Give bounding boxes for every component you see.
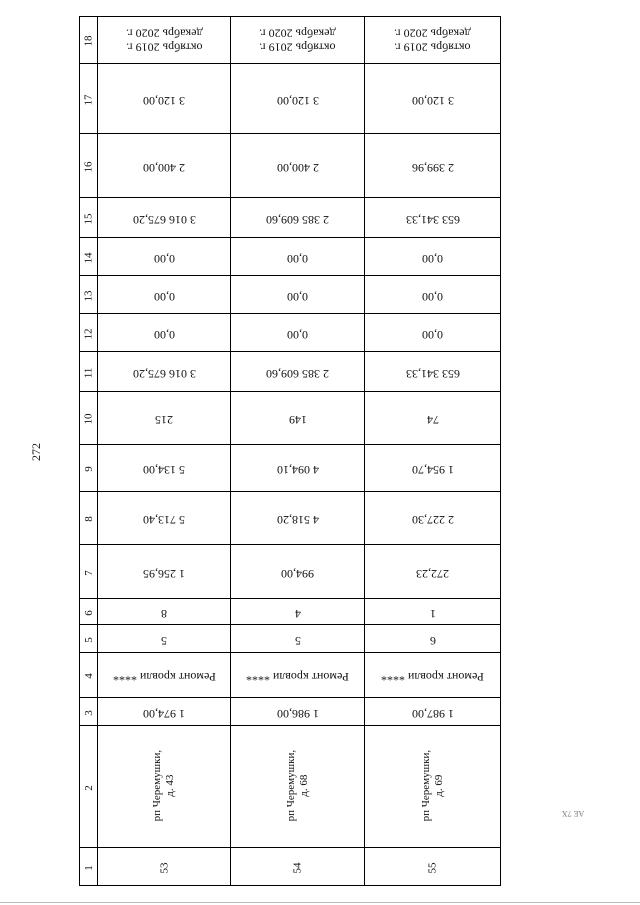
header-cell: 8 [80, 492, 98, 545]
header-cell: 18 [80, 17, 98, 64]
table-row-8 [80, 492, 501, 545]
value-cell: 2 400,00 [98, 134, 231, 198]
header-cell: 12 [80, 314, 98, 352]
period-cell: октябрь 2019 г. декабрь 2020 г. [365, 17, 501, 64]
header-cell: 17 [80, 64, 98, 134]
table-row-14 [80, 238, 501, 276]
value-cell: 0,00 [365, 276, 501, 314]
period-cell: октябрь 2019 г. декабрь 2020 г. [231, 17, 365, 64]
header-cell: 9 [80, 445, 98, 492]
value-cell: 5 [98, 625, 231, 653]
value-cell: 1 987,00 [365, 698, 501, 726]
value-cell: 149 [231, 392, 365, 445]
value-cell: 0,00 [98, 314, 231, 352]
row-number-cell: 55 [365, 848, 501, 886]
row-number-cell: 54 [231, 848, 365, 886]
table-row-17 [80, 64, 501, 134]
table-row-5 [80, 625, 501, 653]
page-edge-line [0, 902, 640, 903]
address-cell: рп Черемушки, д. 69 [365, 726, 501, 848]
table-row-13 [80, 276, 501, 314]
work-type-cell: Ремонт кровли **** [231, 653, 365, 698]
table-row-16 [80, 134, 501, 198]
header-cell: 16 [80, 134, 98, 198]
header-cell: 15 [80, 198, 98, 238]
value-cell: 3 016 675,20 [98, 352, 231, 392]
value-cell: 0,00 [231, 276, 365, 314]
row-number-cell: 53 [98, 848, 231, 886]
table-row-7 [80, 545, 501, 599]
value-cell: 272,23 [365, 545, 501, 599]
table-row-10 [80, 392, 501, 445]
value-cell: 215 [98, 392, 231, 445]
value-cell: 1 986,00 [231, 698, 365, 726]
header-cell: 4 [80, 653, 98, 698]
value-cell: 5 [231, 625, 365, 653]
value-cell: 1 954,70 [365, 445, 501, 492]
table-row-4 [80, 653, 501, 698]
table-row-9 [80, 445, 501, 492]
header-cell: 11 [80, 352, 98, 392]
value-cell: 3 016 675,20 [98, 198, 231, 238]
table-row-11 [80, 352, 501, 392]
address-cell: рп Черемушки, д. 43 [98, 726, 231, 848]
header-cell: 3 [80, 698, 98, 726]
value-cell: 2 400,00 [231, 134, 365, 198]
value-cell: 2 385 609,60 [231, 198, 365, 238]
value-cell: 4 518,20 [231, 492, 365, 545]
table-row-6 [80, 599, 501, 625]
value-cell: 0,00 [231, 238, 365, 276]
work-type-cell: Ремонт кровли **** [98, 653, 231, 698]
value-cell: 2 227,30 [365, 492, 501, 545]
value-cell: 1 974,00 [98, 698, 231, 726]
address-cell: рп Черемушки, д. 68 [231, 726, 365, 848]
header-cell: 14 [80, 238, 98, 276]
value-cell: 994,00 [231, 545, 365, 599]
value-cell: 2 399,96 [365, 134, 501, 198]
table-row-1 [80, 848, 501, 886]
value-cell: 74 [365, 392, 501, 445]
value-cell: 0,00 [98, 238, 231, 276]
value-cell: 3 120,00 [98, 64, 231, 134]
value-cell: 4 [231, 599, 365, 625]
table-row-15 [80, 198, 501, 238]
header-cell: 5 [80, 625, 98, 653]
value-cell: 0,00 [365, 314, 501, 352]
header-cell: 2 [80, 726, 98, 848]
value-cell: 8 [98, 599, 231, 625]
page-number: 272 [29, 443, 43, 461]
header-cell: 13 [80, 276, 98, 314]
value-cell: 0,00 [98, 276, 231, 314]
header-cell: 1 [80, 848, 98, 886]
rotated-table [79, 16, 497, 873]
period-cell: октябрь 2019 г. декабрь 2020 г. [98, 17, 231, 64]
value-cell: 0,00 [231, 314, 365, 352]
value-cell: 4 094,10 [231, 445, 365, 492]
table-row-2 [80, 726, 501, 848]
value-cell: 6 [365, 625, 501, 653]
value-cell: 653 341,33 [365, 352, 501, 392]
value-cell: 653 341,33 [365, 198, 501, 238]
header-cell: 7 [80, 545, 98, 599]
value-cell: 3 120,00 [231, 64, 365, 134]
work-type-cell: Ремонт кровли **** [365, 653, 501, 698]
table-row-3 [80, 698, 501, 726]
value-cell: 3 120,00 [365, 64, 501, 134]
value-cell: 5 713,40 [98, 492, 231, 545]
value-cell: 5 134,00 [98, 445, 231, 492]
header-cell: 6 [80, 599, 98, 625]
table-row-18 [80, 17, 501, 64]
side-note: АЕ 7Х [561, 809, 585, 818]
header-cell: 10 [80, 392, 98, 445]
data-table [79, 16, 501, 886]
value-cell: 2 385 609,60 [231, 352, 365, 392]
value-cell: 1 [365, 599, 501, 625]
value-cell: 1 256,95 [98, 545, 231, 599]
table-row-12 [80, 314, 501, 352]
value-cell: 0,00 [365, 238, 501, 276]
